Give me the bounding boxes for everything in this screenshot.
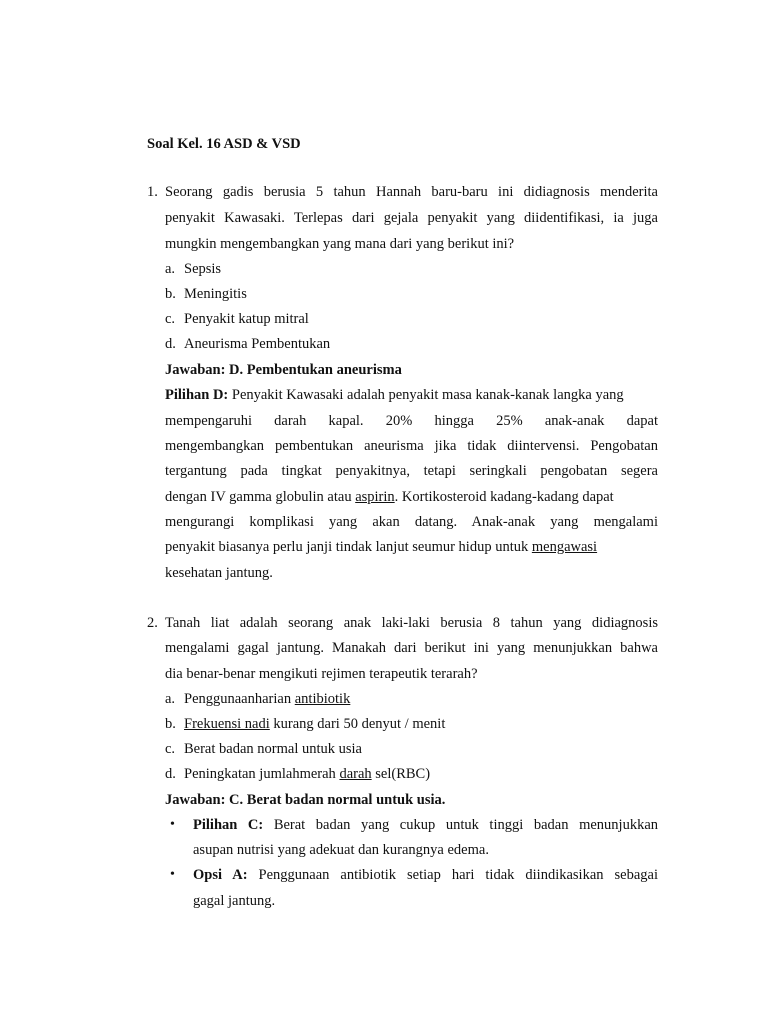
option-letter: b. [165, 286, 176, 302]
q1-explanation-line-4: tergantung pada tingkat penyakitnya, tetapi seringkali pengobatan segera [165, 463, 658, 479]
q2-bullet-2-row [193, 865, 658, 885]
q2-bullet-1-line-2: asupan nutrisi yang adekuat dan kurangnya edema. [193, 842, 489, 858]
q1-explanation-line-3: mengembangkan pembentukan aneurisma jika tidak diintervensi. Pengobatan [165, 438, 658, 454]
option-text: Berat badan normal untuk usia [184, 741, 362, 757]
q2-answer [165, 790, 445, 810]
q2-bullet-2-text: Penggunaan antibiotik setiap hari tidak diindikasikan sebagai [258, 867, 659, 883]
q1-stem-line-2: penyakit Kawasaki. Terlepas dari gejala penyakit yang diidentifikasi, ia juga [165, 210, 658, 226]
q1-explanation-line-8: kesehatan jantung. [165, 565, 273, 581]
q2-bullet-2-label: Opsi A: [193, 867, 248, 883]
q2-bullet-2-line-2: gagal jantung. [193, 893, 276, 909]
q2-option-a [165, 689, 350, 709]
q2-bullet-1-text: Berat badan yang cukup untuk tinggi badan menunjukkan [273, 817, 659, 833]
q2-stem-line-3: dia benar-benar mengikuti rejimen terapeutik terarah? [165, 666, 478, 682]
q1-option-a [165, 259, 221, 279]
option-text: kurang dari 50 denyut / menit [269, 716, 446, 732]
document-title: Soal Kel. 16 ASD & VSD [147, 136, 301, 152]
q2-bullet-1-label: Pilihan C: [193, 817, 264, 833]
q1-explanation-text: Penyakit Kawasaki adalah penyakit masa kanak-kanak langka yang [231, 387, 624, 403]
q1-explanation-line-1 [165, 385, 658, 405]
q1-explanation-text: dengan IV gamma globulin atau [165, 489, 356, 505]
bullet-icon: • [170, 817, 175, 832]
q1-explanation-line-2: mempengaruhi darah kapal. 20% hingga 25% anak-anak dapat [165, 413, 658, 429]
q2-bullet-2-line-1 [193, 865, 658, 885]
option-text: Penggunaanharian [184, 691, 295, 707]
option-letter: d. [165, 336, 176, 352]
frekuensi-nadi-link[interactable]: Frekuensi nadi [184, 716, 270, 732]
q1-explanation-text: . Kortikosteroid kadang-kadang dapat [394, 489, 614, 505]
option-text: sel(RBC) [371, 766, 431, 782]
option-text: Peningkatan jumlahmerah [184, 766, 340, 782]
option-text: Meningitis [184, 286, 247, 302]
mengawasi-link[interactable]: mengawasi [531, 539, 598, 555]
option-text: Penyakit katup mitral [184, 311, 309, 327]
darah-link[interactable]: darah [339, 766, 372, 782]
q1-option-d [165, 334, 330, 354]
option-letter: b. [165, 716, 176, 732]
q1-answer-text: Jawaban: D. Pembentukan aneurisma [165, 362, 402, 378]
q1-stem-line-3: mungkin mengembangkan yang mana dari yang berikut ini? [165, 236, 515, 252]
q1-option-c [165, 309, 309, 329]
option-letter: c. [165, 741, 176, 757]
aspirin-link[interactable]: aspirin [355, 489, 395, 505]
q2-option-c [165, 739, 362, 759]
q1-explanation-label: Pilihan D: [165, 387, 229, 403]
option-letter: d. [165, 766, 176, 782]
q2-number: 2. [147, 615, 158, 631]
q1-explanation-line-6: mengurangi komplikasi yang akan datang. Anak-anak yang mengalami [165, 514, 658, 530]
q1-explanation-line-5 [165, 487, 614, 507]
bullet-icon: • [170, 867, 175, 882]
q2-option-d [165, 764, 430, 784]
option-text: Aneurisma Pembentukan [184, 336, 331, 352]
q2-bullet-1-row [193, 815, 658, 835]
q1-explanation-line-7 [165, 537, 597, 557]
q2-bullet-1-line-1 [193, 815, 658, 835]
q1-explanation-text: penyakit biasanya perlu janji tindak lanjut seumur hidup untuk [165, 539, 532, 555]
option-letter: c. [165, 311, 176, 327]
q2-option-b [165, 714, 445, 734]
q2-answer-text: Jawaban: C. Berat badan normal untuk usia. [165, 792, 446, 808]
option-letter: a. [165, 691, 176, 707]
q1-option-b [165, 284, 247, 304]
q2-stem-line-2: mengalami gagal jantung. Manakah dari berikut ini yang menunjukkan bahwa [165, 640, 658, 656]
option-letter: a. [165, 261, 176, 277]
option-text: Sepsis [184, 261, 222, 277]
q2-stem-line-1: Tanah liat adalah seorang anak laki-laki berusia 8 tahun yang didiagnosis [165, 615, 658, 631]
q1-stem-line-1: Seorang gadis berusia 5 tahun Hannah baru-baru ini didiagnosis menderita [165, 184, 658, 200]
q1-number: 1. [147, 184, 158, 200]
antibiotik-link[interactable]: antibiotik [294, 691, 351, 707]
q1-answer [165, 360, 402, 380]
